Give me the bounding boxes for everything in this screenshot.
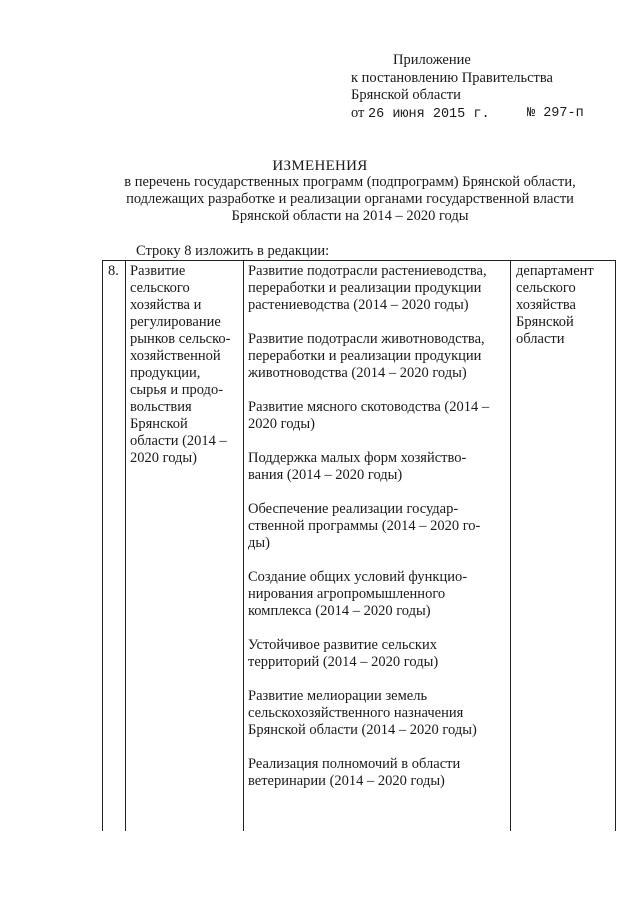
subprogram-line: Устойчивое развитие сельских xyxy=(248,637,437,653)
department-line: сельского xyxy=(516,280,576,296)
program-name-line: регулирование xyxy=(130,314,221,330)
subprogram-line: растениеводства (2014 – 2020 годы) xyxy=(248,297,469,313)
subprogram-line: Развитие подотрасли растениеводства, xyxy=(248,263,487,279)
subprogram-line: ды) xyxy=(248,535,270,551)
table-top-border xyxy=(102,260,616,261)
program-name-line: хозяйства и xyxy=(130,297,202,313)
subprogram-item xyxy=(248,637,510,671)
department-line: хозяйства xyxy=(516,297,576,313)
program-name-line: Развитие xyxy=(130,263,186,279)
table-right-border xyxy=(615,260,616,831)
subprogram-item xyxy=(248,756,510,790)
program-name-line: 2020 годы) xyxy=(130,450,197,466)
table-left-border xyxy=(102,260,103,831)
subprogram-line: Поддержка малых форм хозяйство- xyxy=(248,450,467,466)
department-line: области xyxy=(516,331,565,347)
program-name-line: Брянской xyxy=(130,416,188,432)
subprogram-line: ветеринарии (2014 – 2020 годы) xyxy=(248,773,445,789)
subprogram-line: Обеспечение реализации государ- xyxy=(248,501,459,517)
subprogram-line: Брянской области (2014 – 2020 годы) xyxy=(248,722,477,738)
subprogram-line: Реализация полномочий в области xyxy=(248,756,461,772)
column-divider-3 xyxy=(510,260,511,831)
resolution-date-line xyxy=(351,104,584,124)
program-name-line: сельского xyxy=(130,280,190,296)
subprogram-item xyxy=(248,331,510,382)
department-line: департамент xyxy=(516,263,594,279)
appendix-region-line: Брянской области xyxy=(351,87,461,103)
subprogram-line: животноводства (2014 – 2020 годы) xyxy=(248,365,467,381)
resolution-number: № 297-п xyxy=(527,105,584,121)
program-name-line: вольствия xyxy=(130,399,192,415)
program-name-cell xyxy=(130,263,242,467)
program-name-line: рынков сельско- xyxy=(130,331,231,347)
subprogram-line: Создание общих условий функцио- xyxy=(248,569,468,585)
programs-table xyxy=(102,260,616,831)
subprogram-line: комплекса (2014 – 2020 годы) xyxy=(248,603,431,619)
appendix-label: Приложение xyxy=(393,52,471,68)
column-divider-1 xyxy=(125,260,126,831)
subprogram-line: Развитие мелиорации земель xyxy=(248,688,428,704)
subprogram-item xyxy=(248,688,510,739)
subprogram-line: Развитие подотрасли животноводства, xyxy=(248,331,485,347)
intro-text: Строку 8 изложить в редакции: xyxy=(136,243,330,259)
resolution-date: 26 июня 2015 г. xyxy=(368,106,490,122)
program-name-line: продукции, xyxy=(130,365,201,381)
subprogram-line: 2020 годы) xyxy=(248,416,315,432)
subprogram-line: Развитие мясного скотоводства (2014 – xyxy=(248,399,490,415)
subprogram-item xyxy=(248,263,510,314)
subprogram-line: переработки и реализации продукции xyxy=(248,280,482,296)
subprogram-line: вания (2014 – 2020 годы) xyxy=(248,467,403,483)
subprogram-item xyxy=(248,399,510,433)
subprogram-item xyxy=(248,450,510,484)
department-cell xyxy=(516,263,612,348)
column-divider-2 xyxy=(243,260,244,831)
program-name-line: сырья и продо- xyxy=(130,382,224,398)
program-name-line: хозяйственной xyxy=(130,348,221,364)
subprogram-item xyxy=(248,501,510,552)
subprogram-line: ственной программы (2014 – 2020 го- xyxy=(248,518,481,534)
subprogram-item xyxy=(248,569,510,620)
appendix-header xyxy=(351,52,584,123)
appendix-resolution-line: к постановлению Правительства xyxy=(351,69,553,86)
subprograms-cell xyxy=(248,263,510,807)
subprogram-line: сельскохозяйственного назначения xyxy=(248,705,464,721)
date-prefix: от xyxy=(351,104,365,121)
program-name-line: области (2014 – xyxy=(130,433,227,449)
subprogram-line: переработки и реализации продукции xyxy=(248,348,482,364)
row-number: 8. xyxy=(108,263,119,279)
document-subtitle: в перечень государственных программ (подпрограмм) Брянской области, подлежащих разработке и реализации органами государственной власти Брянской области на 2014 – 2020 годы xyxy=(124,174,576,224)
subprogram-line: территорий (2014 – 2020 годы) xyxy=(248,654,439,670)
document-title: ИЗМЕНЕНИЯ xyxy=(272,158,368,174)
department-line: Брянской xyxy=(516,314,574,330)
subprogram-line: нирования агропромышленного xyxy=(248,586,446,602)
